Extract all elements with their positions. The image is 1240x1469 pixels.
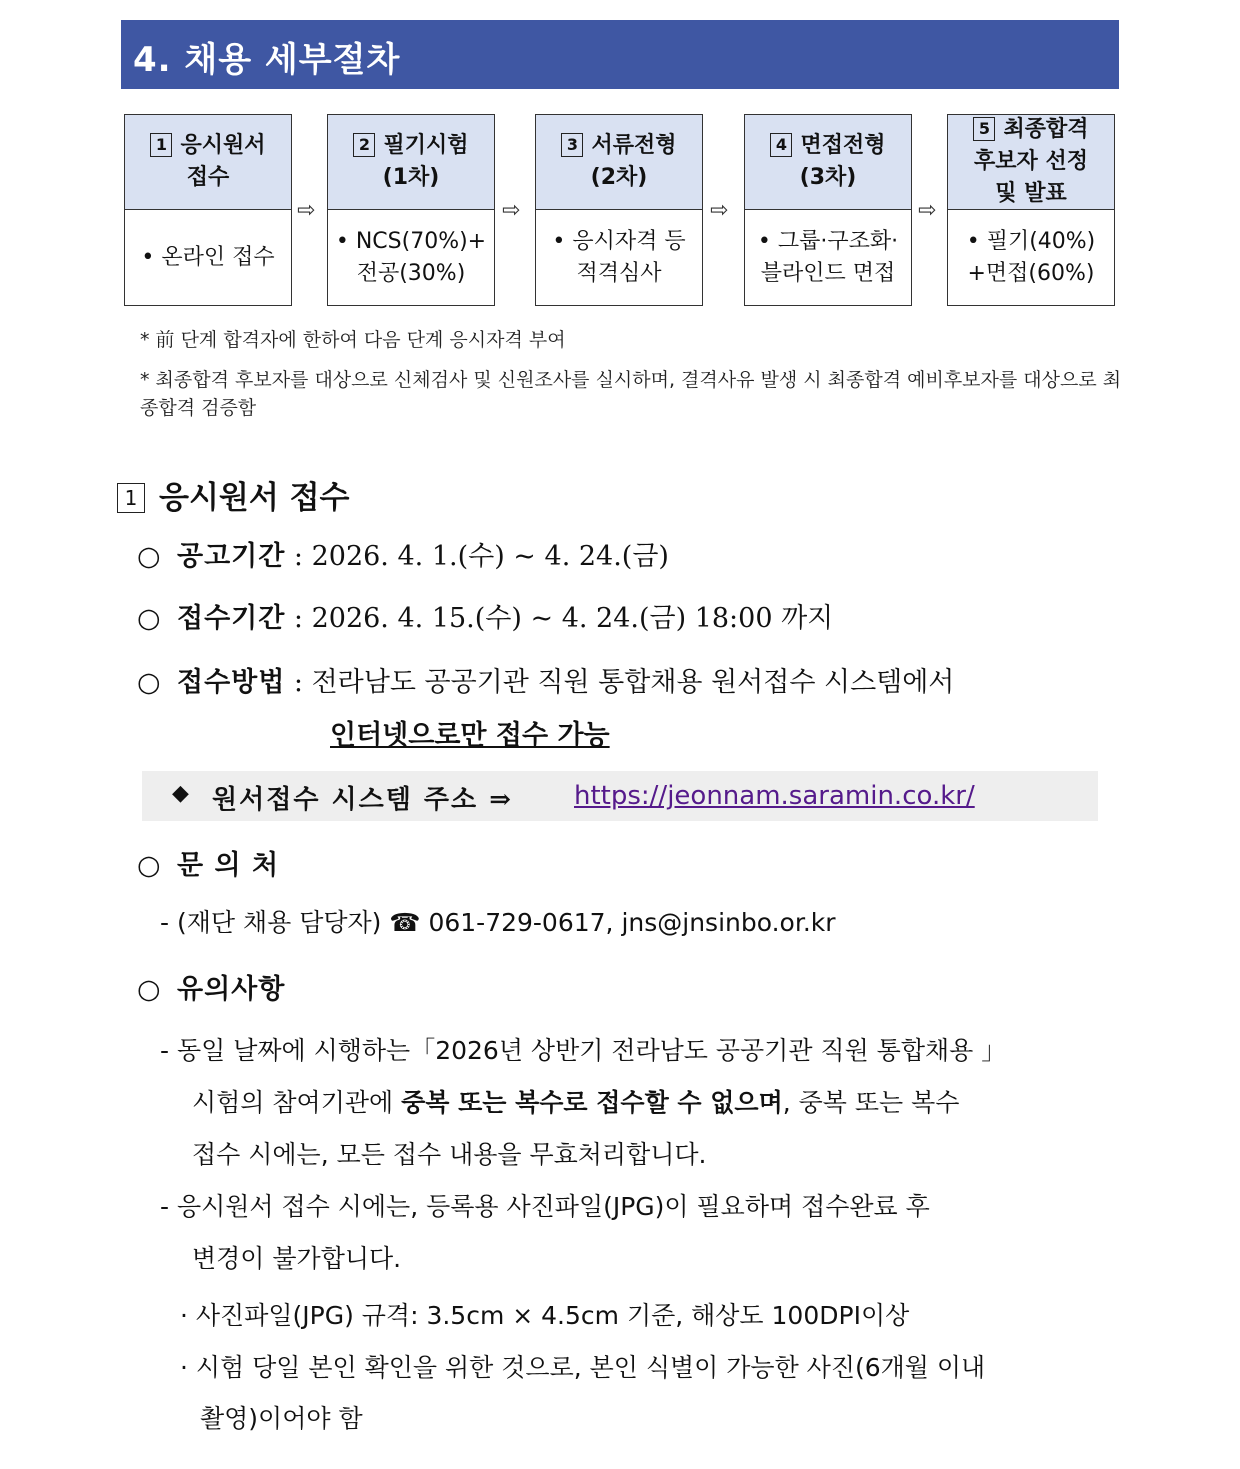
caution-1-line-2: 시험의 참여기관에 중복 또는 복수로 접수할 수 없으며, 중복 또는 복수 [192,1088,960,1117]
circle-bullet-icon: ○ [137,541,161,572]
photo-identity-item-line-1: · 시험 당일 본인 확인을 위한 것으로, 본인 식별이 가능한 사진(6개월 이내 [180,1353,986,1382]
internet-only-note: 인터넷으로만 접수 가능 [330,720,610,751]
step-2-body: • NCS(70%)+ 전공(30%) [335,229,487,286]
caution-2-line-2: 변경이 불가합니다. [192,1244,402,1273]
step-5-body: • 필기(40%) +면접(60%) [966,229,1096,286]
announce-period: ○ 공고기간 : 2026. 4. 1.(수) ~ 4. 24.(금) [137,541,669,572]
step-2-title: 2 필기시험 (1차) [353,130,468,194]
arrow-icon: ⇨ [297,198,316,223]
step-number-box: 4 [770,133,792,157]
system-url-label: 원서접수 시스템 주소 ⇒ [212,785,513,815]
step-4-box [744,114,912,306]
diamond-icon: ◆ [172,781,189,806]
arrow-icon: ⇨ [502,198,521,223]
step-3-box [535,114,703,306]
receive-period: ○ 접수기간 : 2026. 4. 15.(수) ~ 4. 24.(금) 18:00 까지 [137,603,834,634]
step-number-box: 1 [150,133,172,157]
section-number-box: 1 [117,483,145,513]
step-1-body: • 온라인 접수 [141,245,275,270]
step-4-title: 4 면접전형 (3차) [770,130,885,194]
step-4-body: • 그룹·구조화· 블라인드 면접 [757,229,899,286]
photo-spec-item: · 사진파일(JPG) 규격: 3.5cm × 4.5cm 기준, 해상도 100DPI이상 [180,1301,910,1330]
step-2-box [327,114,495,306]
section-banner [121,20,1119,89]
caution-1-line-1: - 동일 날짜에 시행하는「2026년 상반기 전라남도 공공기관 직원 통합채용 」 [160,1036,1007,1065]
step-number-box: 5 [973,117,995,141]
arrow-icon: ⇨ [918,198,937,223]
note-prior-stage: * 前 단계 합격자에 한하여 다음 단계 응시자격 부여 [140,329,566,351]
step-number-box: 3 [561,133,583,157]
note-final-candidate: * 최종합격 후보자를 대상으로 신체검사 및 신원조사를 실시하며, 결격사유 발생 시 최종합격 예비후보자를 대상으로 최종합격 검증함 [140,369,1122,419]
circle-bullet-icon: ○ [137,850,161,881]
caution-2-line-1: - 응시원서 접수 시에는, 등록용 사진파일(JPG)이 필요하며 접수완료 후 [160,1192,930,1221]
step-3-body: • 응시자격 등 적격심사 [552,229,686,286]
contact-line: - (재단 채용 담당자) ☎ 061-729-0617, jns@jnsinbo.or.kr [160,908,836,937]
section-title: 4. 채용 세부절차 [133,40,401,80]
receive-method: ○ 접수방법 : 전라남도 공공기관 직원 통합채용 원서접수 시스템에서 [137,667,955,698]
step-number-box: 2 [353,133,375,157]
arrow-icon: ⇨ [710,198,729,223]
circle-bullet-icon: ○ [137,603,161,634]
circle-bullet-icon: ○ [137,667,161,698]
contact-heading: ○ 문 의 처 [137,850,280,881]
step-5-title: 5 최종합격 후보자 선정 및 발표 [974,117,1089,206]
photo-identity-item-line-2: 촬영)이어야 함 [200,1404,363,1433]
step-5-box [947,114,1115,306]
sub-section-title: 1 응시원서 접수 [117,472,349,517]
caution-1-line-3: 접수 시에는, 모든 접수 내용을 무효처리합니다. [192,1140,707,1169]
system-url-box [142,771,1098,821]
step-3-title: 3 서류전형 (2차) [561,130,676,194]
step-1-title: 1 응시원서 접수 [150,130,265,194]
system-url-link[interactable]: https://jeonnam.saramin.co.kr/ [574,781,975,811]
circle-bullet-icon: ○ [137,974,161,1005]
step-1-box [124,114,292,306]
cautions-heading: ○ 유의사항 [137,974,286,1005]
